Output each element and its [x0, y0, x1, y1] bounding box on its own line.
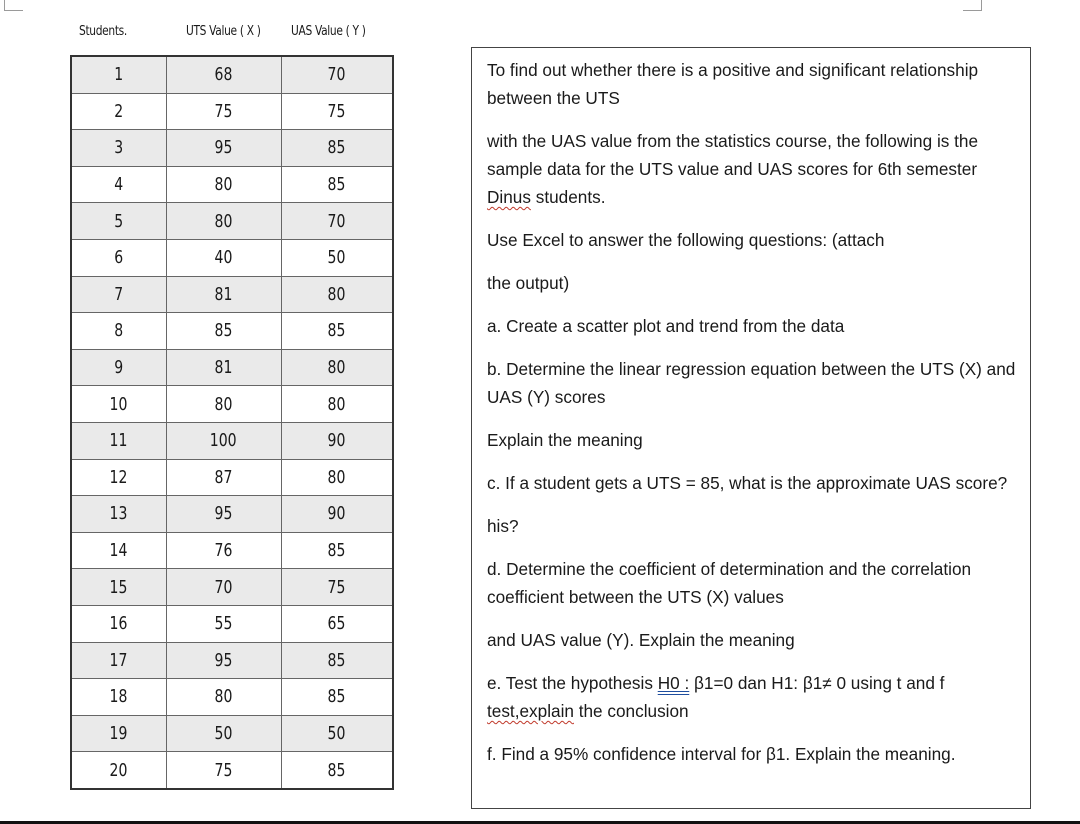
uas-value-cell: 90: [281, 422, 393, 459]
uas-value-cell: 70: [281, 56, 393, 93]
student-number-cell: 10: [71, 386, 166, 423]
uts-value-cell: 80: [166, 203, 281, 240]
student-number-cell: 6: [71, 239, 166, 276]
table-row: [71, 276, 393, 313]
uas-value-cell: 85: [281, 752, 393, 789]
uas-value-cell: 50: [281, 715, 393, 752]
spellcheck-phrase: test,explain: [487, 701, 574, 721]
question-box: [471, 47, 1031, 809]
table-row: [71, 130, 393, 167]
uts-value-cell: 95: [166, 496, 281, 533]
uas-value-cell: 90: [281, 496, 393, 533]
instruction-text-2: the output): [487, 273, 570, 293]
uts-value-cell: 81: [166, 349, 281, 386]
uts-value-cell: 75: [166, 93, 281, 130]
uts-value-cell: 70: [166, 569, 281, 606]
uts-value-cell: 95: [166, 642, 281, 679]
student-number-cell: 3: [71, 130, 166, 167]
uas-value-cell: 50: [281, 239, 393, 276]
uts-value-cell: 80: [166, 166, 281, 203]
table-row: [71, 422, 393, 459]
table-row: [71, 203, 393, 240]
question-e: e. Test the hypothesis H0 : β1=0 dan H1: β1≠ 0 using t and f: [487, 673, 945, 693]
student-number-cell: 2: [71, 93, 166, 130]
table-row: [71, 752, 393, 789]
uas-value-cell: 75: [281, 569, 393, 606]
table-row: [71, 459, 393, 496]
question-c: c. If a student gets a UTS = 85, what is the approximate UAS score?: [487, 473, 1008, 493]
uas-value-cell: 75: [281, 93, 393, 130]
uts-value-cell: 87: [166, 459, 281, 496]
uts-value-cell: 95: [166, 130, 281, 167]
student-number-cell: 1: [71, 56, 166, 93]
student-number-cell: 4: [71, 166, 166, 203]
table-row: [71, 532, 393, 569]
student-number-cell: 18: [71, 679, 166, 716]
student-number-cell: 12: [71, 459, 166, 496]
uas-value-cell: 85: [281, 642, 393, 679]
uas-value-cell: 85: [281, 532, 393, 569]
header-uts-value: UTS Value ( X ): [186, 24, 261, 39]
table-row: [71, 56, 393, 93]
student-number-cell: 7: [71, 276, 166, 313]
student-number-cell: 17: [71, 642, 166, 679]
intro-text-2: with the UAS value from the statistics course, the following is the sample data for the UTS value and UAS scores for 6th semester Dinus students.: [487, 131, 979, 207]
student-number-cell: 14: [71, 532, 166, 569]
student-number-cell: 16: [71, 605, 166, 642]
crop-mark-right: [963, 0, 982, 11]
uas-value-cell: 85: [281, 130, 393, 167]
table-row: [71, 496, 393, 533]
table-row: [71, 642, 393, 679]
student-number-cell: 8: [71, 313, 166, 350]
uas-value-cell: 80: [281, 276, 393, 313]
student-number-cell: 5: [71, 203, 166, 240]
crop-mark-left: [4, 0, 23, 11]
table-row: [71, 679, 393, 716]
table-row: [71, 386, 393, 423]
question-c-his: his?: [487, 516, 519, 536]
question-b: b. Determine the linear regression equation between the UTS (X) and UAS (Y) scores: [487, 359, 1016, 407]
header-students: Students.: [79, 24, 127, 39]
uas-value-cell: 70: [281, 203, 393, 240]
student-number-cell: 13: [71, 496, 166, 533]
student-number-cell: 11: [71, 422, 166, 459]
uas-value-cell: 80: [281, 349, 393, 386]
uts-value-cell: 55: [166, 605, 281, 642]
uas-value-cell: 85: [281, 679, 393, 716]
uts-value-cell: 76: [166, 532, 281, 569]
student-number-cell: 9: [71, 349, 166, 386]
table-row: [71, 313, 393, 350]
uts-value-cell: 80: [166, 386, 281, 423]
question-d: d. Determine the coefficient of determination and the correlation coefficient between the UTS (X) values: [487, 559, 972, 607]
instruction-text: Use Excel to answer the following questions: (attach: [487, 230, 885, 250]
uts-value-cell: 100: [166, 422, 281, 459]
intro-text: To find out whether there is a positive and significant relationship between the UTS: [487, 60, 979, 108]
uas-value-cell: 85: [281, 166, 393, 203]
uas-value-cell: 65: [281, 605, 393, 642]
spellcheck-word: Dinus: [487, 187, 531, 207]
data-table: [70, 55, 394, 790]
uts-value-cell: 81: [166, 276, 281, 313]
question-a: a. Create a scatter plot and trend from the data: [487, 316, 845, 336]
question-b-explain: Explain the meaning: [487, 430, 643, 450]
student-number-cell: 15: [71, 569, 166, 606]
table-row: [71, 605, 393, 642]
data-table-body: [71, 56, 393, 789]
table-row: [71, 93, 393, 130]
uas-value-cell: 85: [281, 313, 393, 350]
header-uas-value: UAS Value ( Y ): [291, 24, 366, 39]
question-f: f. Find a 95% confidence interval for β1. Explain the meaning.: [487, 744, 956, 764]
table-row: [71, 349, 393, 386]
uts-value-cell: 75: [166, 752, 281, 789]
hypothesis-h0: H0 :: [657, 673, 690, 693]
uts-value-cell: 40: [166, 239, 281, 276]
uts-value-cell: 50: [166, 715, 281, 752]
uts-value-cell: 68: [166, 56, 281, 93]
table-row: [71, 166, 393, 203]
table-row: [71, 239, 393, 276]
uts-value-cell: 85: [166, 313, 281, 350]
uas-value-cell: 80: [281, 459, 393, 496]
uts-value-cell: 80: [166, 679, 281, 716]
table-row: [71, 569, 393, 606]
student-number-cell: 19: [71, 715, 166, 752]
question-e-cont: test,explain the conclusion: [487, 701, 689, 721]
uas-value-cell: 80: [281, 386, 393, 423]
question-d-cont: and UAS value (Y). Explain the meaning: [487, 630, 795, 650]
table-row: [71, 715, 393, 752]
student-number-cell: 20: [71, 752, 166, 789]
